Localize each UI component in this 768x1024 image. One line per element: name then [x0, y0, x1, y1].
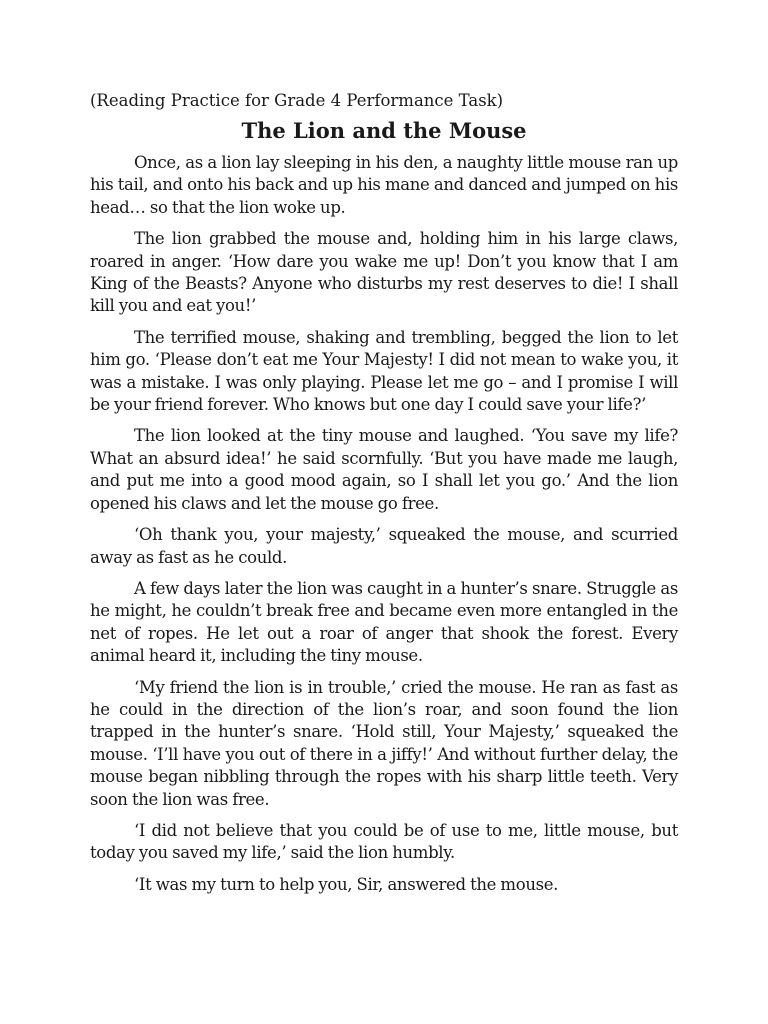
story-paragraph: ‘I did not believe that you could be of use to me, little mouse, but today you saved my life,’ said the lion humbly.	[90, 820, 678, 863]
document-subtitle: (Reading Practice for Grade 4 Performance Task)	[90, 91, 504, 110]
story-paragraph: Once, as a lion lay sleeping in his den, a naughty little mouse ran up his tail, and onto his back and up his mane and danced and jumped on his head… so that the lion woke up.	[90, 153, 678, 217]
story-paragraph: ‘Oh thank you, your majesty,’ squeaked the mouse, and scurried away as fast as he could.	[90, 525, 678, 567]
document-title: The Lion and the Mouse	[241, 118, 527, 143]
document-page	[90, 90, 678, 905]
story-paragraph: A few days later the lion was caught in a hunter’s snare. Struggle as he might, he couldn’t break free and became even more entangled in the net of ropes. He let out a roar of anger that shook the forest. Every animal heard it, including the tiny mouse.	[90, 578, 678, 666]
story-paragraph: ‘It was my turn to help you, Sir, answered the mouse.	[134, 874, 559, 894]
story-paragraph: The terrified mouse, shaking and trembling, begged the lion to let him go. ‘Please don’t eat me Your Majesty! I did not mean to wake you, it was a mistake. I was only playing. Please let me go – and I promise I will be your friend forever. Who knows but one day I could save your life?’	[90, 327, 678, 415]
story-paragraph: The lion looked at the tiny mouse and laughed. ‘You save my life? What an absurd idea!’ he said scornfully. ‘But you have made me laugh, and put me into a good mood again, so I shall let you go.’ And the lion opened his claws and let the mouse go free.	[90, 426, 678, 513]
story-paragraph: ‘My friend the lion is in trouble,’ cried the mouse. He ran as fast as he could in the direction of the lion’s roar, and soon found the lion trapped in the hunter’s snare. ‘Hold still, Your Majesty,’ squeaked the mouse. ‘I’ll have you out of there in a jiffy!’ And without further delay, the mouse began nibbling through the ropes with his sharp little teeth. Very soon the lion was free.	[90, 677, 678, 809]
story-paragraph: The lion grabbed the mouse and, holding him in his large claws, roared in anger. ‘How dare you wake me up! Don’t you know that I am King of the Beasts? Anyone who disturbs my rest deserves to die! I shall kill you and eat you!’	[90, 229, 678, 316]
